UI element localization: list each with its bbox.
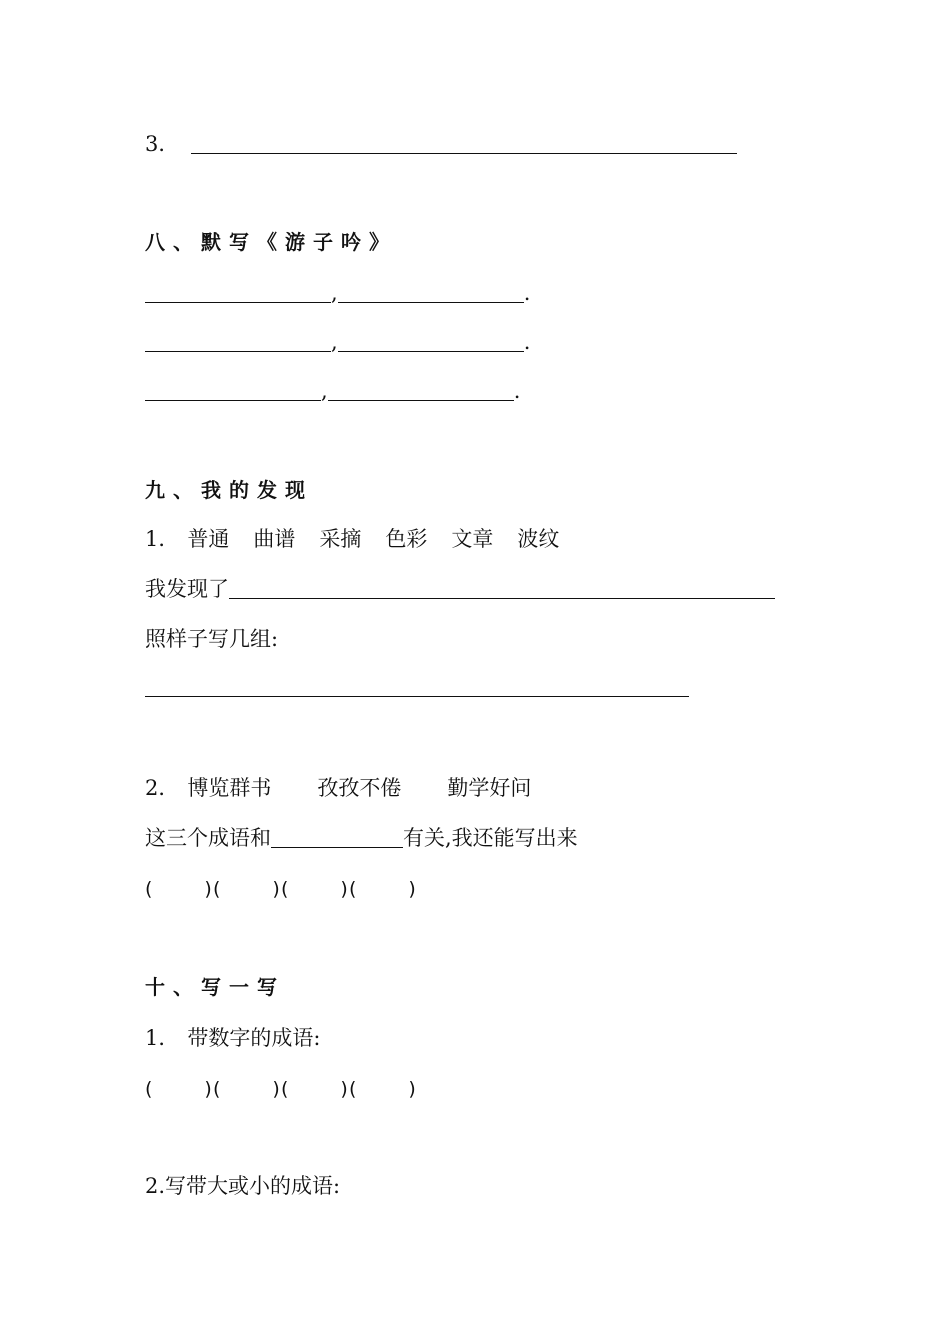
item-label: 带数字的成语:: [187, 1026, 321, 1050]
word: 曲谱: [253, 527, 296, 551]
comma: ,: [331, 281, 338, 305]
question-3-line: [145, 131, 737, 157]
comma: ,: [331, 330, 338, 354]
period: .: [513, 379, 521, 403]
paren-slot[interactable]: ( ): [281, 1078, 348, 1100]
poem-blank[interactable]: [145, 331, 331, 352]
item-number: 2．: [145, 776, 180, 800]
idiom: 孜孜不倦: [317, 776, 402, 800]
poem-blank[interactable]: [145, 282, 331, 303]
example-blank[interactable]: [145, 676, 689, 697]
word: 波纹: [517, 527, 560, 551]
idiom: 勤学好问: [447, 776, 532, 800]
item-number: 1．: [145, 1026, 180, 1050]
comma: ,: [321, 379, 328, 403]
paren-answer-row: [145, 876, 417, 902]
paren-slot[interactable]: ( ): [349, 878, 416, 900]
paren-slot[interactable]: ( ): [349, 1078, 416, 1100]
topic-blank[interactable]: [271, 827, 403, 848]
word: 色彩: [385, 527, 428, 551]
poem-blank[interactable]: [338, 282, 524, 303]
poem-line-3: [145, 378, 520, 404]
size-idiom-label: 2.写带大或小的成语:: [145, 1174, 341, 1198]
word-list: [145, 526, 583, 552]
item-number: 1．: [145, 527, 180, 551]
idiom-sentence: [145, 825, 578, 851]
section-9-title: 九、我的发现: [145, 478, 313, 502]
paren-slot[interactable]: ( ): [281, 878, 348, 900]
example-label: 照样子写几组:: [145, 627, 279, 651]
found-line: [145, 576, 775, 602]
number-idiom-label: [145, 1025, 320, 1051]
sentence-after: 有关,我还能写出来: [403, 826, 578, 850]
paren-answer-row: [145, 1076, 417, 1102]
word: 采摘: [319, 527, 362, 551]
poem-blank[interactable]: [338, 331, 524, 352]
period: .: [523, 330, 531, 354]
question-3-number: 3．: [145, 132, 180, 156]
paren-slot[interactable]: ( ): [145, 878, 212, 900]
paren-slot[interactable]: ( ): [145, 1078, 212, 1100]
answer-blank[interactable]: [191, 133, 737, 154]
idiom: 博览群书: [187, 776, 272, 800]
paren-slot[interactable]: ( ): [213, 878, 280, 900]
example-line: [145, 676, 689, 700]
paren-slot[interactable]: ( ): [213, 1078, 280, 1100]
idiom-list: [145, 775, 577, 801]
poem-line-2: [145, 329, 530, 355]
found-blank[interactable]: [229, 578, 775, 599]
found-label: 我发现了: [145, 577, 229, 601]
word: 普通: [187, 527, 230, 551]
sentence-before: 这三个成语和: [145, 826, 271, 850]
poem-blank[interactable]: [328, 380, 514, 401]
word: 文章: [451, 527, 494, 551]
period: .: [523, 281, 531, 305]
section-8-title: 八、默写《游子吟》: [145, 230, 397, 254]
poem-line-1: [145, 280, 530, 306]
section-10-title: 十、写一写: [145, 975, 285, 999]
poem-blank[interactable]: [145, 380, 321, 401]
